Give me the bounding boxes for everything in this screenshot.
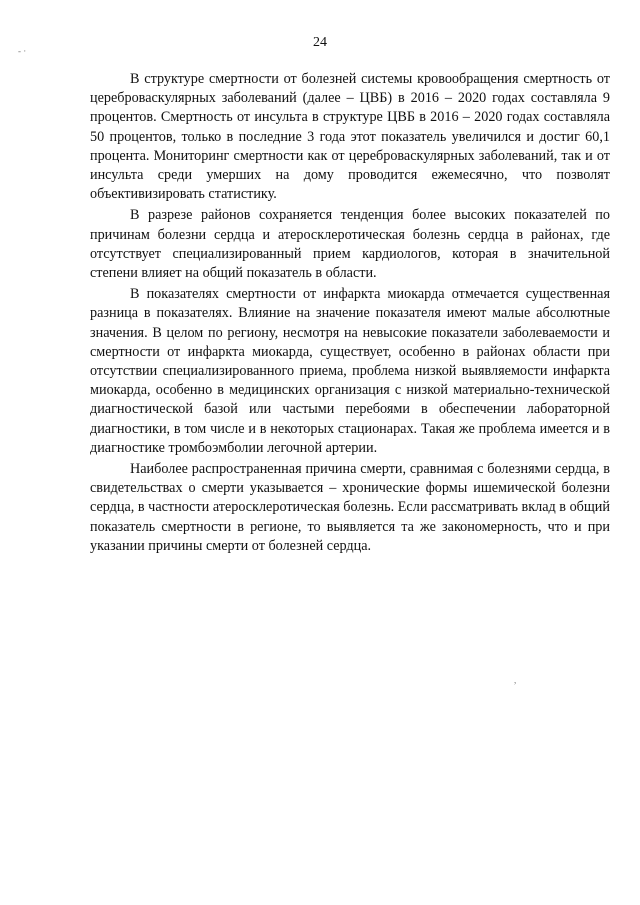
paragraph: Наиболее распространенная причина смерти, сравнимая с болезнями сердца, в свидетельствах о смерти указывается – хронические формы ишемической болезни сердца, в частности атеросклеротическая болезнь. Если рассматривать вклад в общий показатель смертности в регионе, то выявляется та же закономерность, что и при указании причины смерти от болезней сердца.	[90, 461, 610, 554]
paragraph: В структуре смертности от болезней системы кровообращения смертность от цереброваскулярных заболеваний (далее – ЦВБ) в 2016 – 2020 годах составляла 9 процентов. Смертность от инсульта в структуре ЦВБ в 2016 – 2020 годах составляла 50 процентов, только в последние 3 года этот показатель увеличился и достиг 60,1 процента. Мониторинг смертности как от цереброваскулярных заболеваний, так и от инсульта среди умерших на дому проводится ежемесячно, что позволят объективизировать статистику.	[90, 71, 610, 203]
document-body	[90, 70, 610, 558]
scan-mark: ‐ ·	[18, 46, 27, 56]
page-number: 24	[313, 35, 327, 50]
scan-mark: ,	[514, 675, 517, 685]
paragraph: В показателях смертности от инфаркта миокарда отмечается существенная разница в показателях. Влияние на значение показателя имеют малые абсолютные значения. В целом по региону, несмотря на невысокие показатели заболеваемости и смертности от инфаркта миокарда, существует, особенно в районах области при отсутствии специализированного приема, проблема низкой выявляемости инфаркта миокарда, особенно в медицинских организация с низкой материально-технической диагностической базой или частыми перебоями в обеспечении лабораторной диагностики, в том числе и в некоторых стационарах. Такая же проблема имеется и в диагностике тромбоэмболии легочной артерии.	[90, 286, 610, 456]
paragraph: В разрезе районов сохраняется тенденция более высоких показателей по причинам болезни сердца и атеросклеротическая болезнь сердца в районах, где отсутствует специализированный прием кардиологов, которая в значительной степени влияет на общий показатель в области.	[90, 207, 610, 282]
